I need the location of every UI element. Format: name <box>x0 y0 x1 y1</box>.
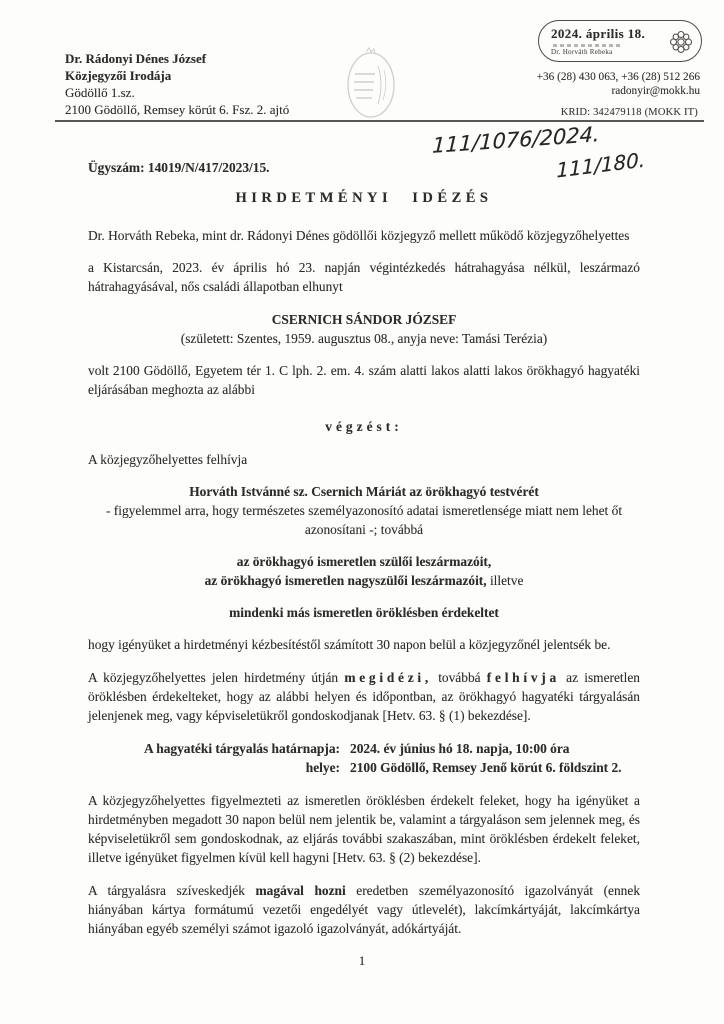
stamp-deputy-name: Dr. Horváth Rebeka <box>551 48 613 56</box>
hearing-date-row <box>88 739 640 758</box>
case-number: Ügyszám: 14019/N/417/2023/15. <box>88 160 270 175</box>
hearing-details <box>88 739 640 777</box>
hearing-date-label: A hagyatéki tárgyalás határnapja: <box>143 741 340 756</box>
paragraph-bring-documents: A tárgyalásra szíveskedjék magával hozni eredetben személyazonosító igazolványát (ennek hiányában kártya formátumú vezetői engedélyét vagy útlevelét), lakcímkártyáját, lakcímkártya hiányában egyéb személyi számot igazoló igazolványát, adókártyáját. <box>88 883 641 936</box>
hearing-place-value: 2100 Gödöllő, Remsey Jenő körút 6. földszint 2. <box>350 760 622 775</box>
stamp-date: 2024. április 18. <box>551 26 646 41</box>
handwritten-filing-number: 111/1076/2024. <box>431 122 601 158</box>
email-address: radonyir@mokk.hu <box>611 85 700 97</box>
heirs-line-grandparents: az örökhagyó ismeretlen nagyszülői leszármazóit, illetve <box>204 573 524 588</box>
hearing-date-value: 2024. év június hó 18. napja, 10:00 óra <box>350 741 570 756</box>
paragraph-calls: A közjegyzőhelyettes felhívja <box>88 452 248 467</box>
heirs-line-parents: az örökhagyó ismeretlen szülői leszármazóit, <box>236 554 492 569</box>
sender-district: Gödöllő 1.sz. <box>65 85 135 100</box>
sender-name: Dr. Rádonyi Dénes József <box>65 51 207 66</box>
date-stamp <box>538 20 702 62</box>
called-person-name: Horváth Istvánné sz. Csernich Máriát az örökhagyó testvérét <box>189 484 539 499</box>
hearing-place-row <box>88 758 640 777</box>
document-body <box>88 158 640 938</box>
header-divider <box>55 120 704 122</box>
document-title: HIRDETMÉNYI IDÉZÉS <box>235 190 493 206</box>
letterhead-sender <box>65 50 289 118</box>
ruling-word: végzést: <box>325 419 403 434</box>
paragraph-residence: volt 2100 Gödöllő, Egyetem tér 1. C lph. 2. em. 4. szám alatti lakos alatti lakos örökhagyó hagyatéki eljárásában meghozta az alábbi <box>88 363 640 397</box>
hearing-place-label: helye: <box>305 760 340 775</box>
contact-block <box>537 70 700 98</box>
paragraph-summons: A közjegyzőhelyettes jelen hirdetmény útján megidézi, továbbá felhívja az ismeretlen öröklésben érdekelteket, hogy az alábbi helyen és időpontban, az örökhagyó hagyatéki tárgyalásán jelenjenek meg, vagy képviseletükről gondoskodjanak [Hetv. 63. § (1) bekezdése]. <box>88 670 640 723</box>
stamp-signature-line <box>553 44 623 47</box>
sender-office: Közjegyzői Irodája <box>65 68 172 83</box>
heirs-line-everyone: mindenki más ismeretlen öröklésben érdekeltet <box>229 605 499 620</box>
paragraph-death-facts: a Kistarcsán, 2023. év április hó 23. napján végintézkedés hátrahagyása nélkül, leszármazó hátrahagyásával, nős családi állapotban elhunyt <box>88 260 640 294</box>
coat-of-arms-icon <box>342 46 400 125</box>
handwritten-filing-number-2: 111/180. <box>556 147 646 183</box>
page-number: 1 <box>358 953 366 968</box>
paragraph-introduction: Dr. Horváth Rebeka, mint dr. Rádonyi Dénes gödöllői közjegyző mellett működő közjegyzőhelyettes <box>88 228 630 243</box>
notary-seal-icon <box>667 28 695 61</box>
deceased-name: CSERNICH SÁNDOR JÓZSEF <box>271 312 457 327</box>
deceased-birth-data: (született: Szentes, 1959. augusztus 08., anyja neve: Tamási Terézia) <box>180 331 548 346</box>
krid-line: KRID: 342479118 (MOKK IT) <box>560 107 698 118</box>
paragraph-deadline: hogy igényüket a hirdetményi kézbesítéstől számított 30 napon belül a közjegyzőnél jelentsék be. <box>88 637 611 652</box>
sender-address: 2100 Gödöllő, Remsey körút 6. Fsz. 2. ajtó <box>65 102 290 117</box>
called-person-note: - figyelemmel arra, hogy természetes személyazonosító adatai ismeretlensége miatt nem lehet őt azonosítani -; továbbá <box>105 503 623 537</box>
paragraph-warning: A közjegyzőhelyettes figyelmezteti az ismeretlen öröklésben érdekelt feleket, hogy ha igényüket a hirdetményben megadott 30 napon belül nem jelentik be, valamint a tárgyaláson sem jelennek meg, és képviseletükről sem gondoskodnak, az eljárás további szakaszában, mint öröklésben érdekelt feleket, illetve igényüket figyelmen kívül kell hagyni [Hetv. 63. § (2) bekezdése]. <box>88 793 640 865</box>
phone-numbers: +36 (28) 430 063, +36 (28) 512 266 <box>536 71 700 83</box>
